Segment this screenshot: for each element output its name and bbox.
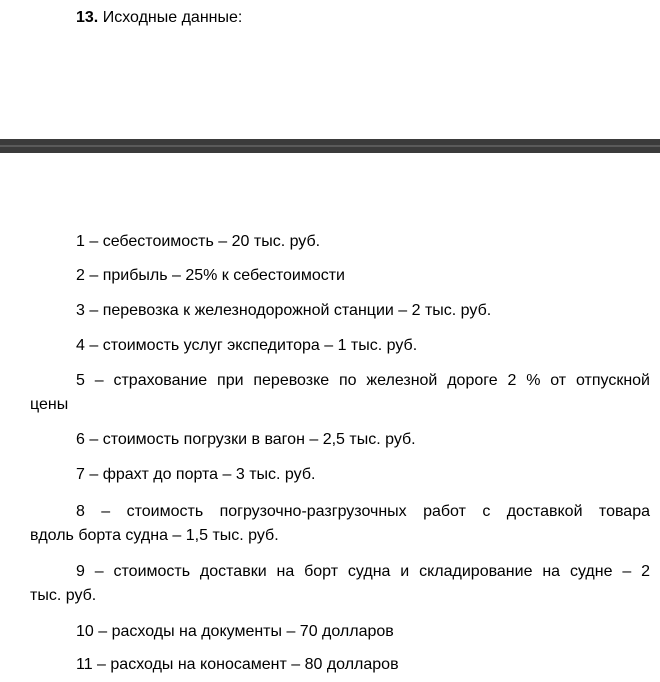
list-item-5: 5 – страхование при перевозке по железной дороге 2 % от отпускной цены xyxy=(30,372,650,413)
list-item-6: 6 – стоимость погрузки в вагон – 2,5 тыс. руб. xyxy=(76,431,416,448)
page-divider xyxy=(0,139,660,153)
list-item-7: 7 – фрахт до порта – 3 тыс. руб. xyxy=(76,466,316,483)
list-item-1: 1 – себестоимость – 20 тыс. руб. xyxy=(76,233,321,250)
list-item-4: 4 – стоимость услуг экспедитора – 1 тыс. руб. xyxy=(76,337,418,354)
list-item-9: 9 – стоимость доставки на борт судна и складирование на судне – 2 тыс. руб. xyxy=(30,563,650,604)
section-number: 13. xyxy=(76,9,99,26)
section-heading xyxy=(76,8,242,28)
list-item-11: 11 – расходы на коносамент – 80 долларов xyxy=(76,656,399,673)
list-item-3: 3 – перевозка к железнодорожной станции – 2 тыс. руб. xyxy=(76,302,492,319)
list-item-2: 2 – прибыль – 25% к себестоимости xyxy=(76,267,345,284)
list-item-10: 10 – расходы на документы – 70 долларов xyxy=(76,623,394,640)
list-item-8: 8 – стоимость погрузочно-разгрузочных работ с доставкой товара вдоль борта судна – 1,5 тыс. руб. xyxy=(30,503,650,544)
section-title: Исходные данные: xyxy=(102,9,243,26)
